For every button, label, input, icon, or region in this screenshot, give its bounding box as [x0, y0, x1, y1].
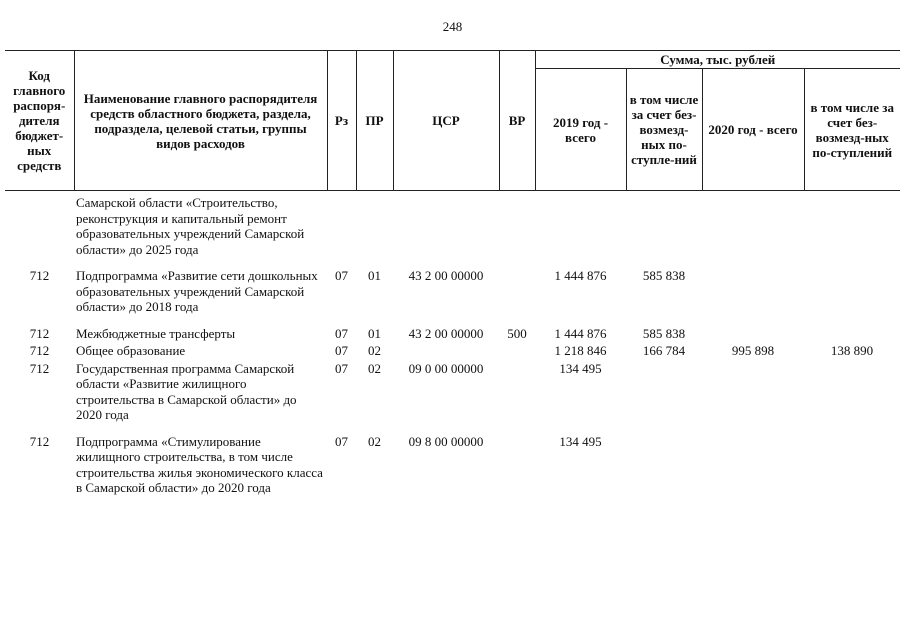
cell-2019-total: 1 444 876	[554, 268, 607, 283]
cell-csr: 43 2 00 00000	[408, 325, 484, 341]
cell-csr	[393, 191, 499, 259]
header-2020-total: 2020 год - всего	[702, 69, 804, 191]
table-row	[5, 342, 900, 360]
cell-vr	[499, 424, 535, 497]
cell-2019-free	[626, 424, 702, 497]
header-rz: Рз	[327, 51, 356, 191]
header-2019-total: 2019 год - всего	[535, 69, 626, 191]
cell-rz: 07	[335, 325, 348, 341]
cell-2019-free: 585 838	[642, 268, 686, 283]
cell-2020-free	[804, 360, 900, 424]
table-row	[5, 316, 900, 343]
page-number: 248	[442, 19, 463, 34]
header-vr: ВР	[499, 51, 535, 191]
cell-name: Межбюджетные трансферты	[76, 325, 236, 341]
cell-name: Общее образование	[76, 343, 186, 358]
header-2020-free: в том числе за счет без-возмезд-ных по-ступлений	[804, 69, 900, 191]
cell-rz	[327, 191, 356, 259]
cell-2019-free: 166 784	[642, 343, 686, 358]
cell-2019-total: 134 495	[559, 433, 602, 449]
table-row	[5, 424, 900, 497]
cell-vr: 500	[507, 325, 527, 341]
header-pr: ПР	[356, 51, 393, 191]
cell-csr: 43 2 00 00000	[408, 268, 484, 283]
cell-pr: 01	[368, 268, 381, 283]
cell-vr	[499, 191, 535, 259]
cell-csr: 09 0 00 00000	[408, 360, 484, 376]
cell-2019-total: 1 444 876	[554, 325, 607, 341]
cell-2020-total	[702, 258, 804, 316]
table-row	[5, 360, 900, 424]
cell-vr	[499, 342, 535, 360]
cell-vr	[499, 258, 535, 316]
cell-name: Самарской области «Строительство, реконструкция и капитальный ремонт образовательных учреждений Самарской области» до 2025 года	[76, 195, 305, 257]
cell-rz: 07	[335, 343, 348, 358]
cell-name: Подпрограмма «Стимулирование жилищного строительства, в том числе строительства жилья экономического класса в Самарской области» до 2020 года	[76, 433, 323, 495]
cell-2020-total	[702, 360, 804, 424]
cell-code: 712	[29, 433, 50, 449]
cell-code	[5, 191, 74, 259]
cell-pr: 02	[368, 343, 381, 358]
cell-code: 712	[29, 268, 50, 283]
header-name: Наименование главного распорядителя средств областного бюджета, раздела, подраздела, целевой статьи, группы видов расходов	[74, 51, 327, 191]
cell-2019-free	[626, 360, 702, 424]
cell-2020-free	[804, 316, 900, 343]
cell-2020-total	[702, 191, 804, 259]
cell-2020-free	[804, 424, 900, 497]
cell-code: 712	[29, 343, 50, 358]
table-row	[5, 258, 900, 316]
cell-code: 712	[29, 325, 50, 341]
cell-2020-free	[804, 191, 900, 259]
cell-2020-total	[702, 424, 804, 497]
cell-2020-total	[702, 316, 804, 343]
table-row	[5, 191, 900, 259]
header-csr: ЦСР	[393, 51, 499, 191]
cell-name: Государственная программа Самарской области «Развитие жилищного строительства в Самарской области» до 2020 года	[76, 360, 297, 422]
cell-rz: 07	[335, 360, 348, 376]
cell-2019-free: 585 838	[642, 325, 686, 341]
cell-2019-total: 1 218 846	[554, 343, 607, 358]
cell-csr: 09 8 00 00000	[408, 433, 484, 449]
cell-code: 712	[29, 360, 50, 376]
cell-2020-total: 995 898	[731, 343, 775, 358]
cell-vr	[499, 360, 535, 424]
cell-2019-free	[626, 191, 702, 259]
cell-pr: 02	[368, 360, 381, 376]
cell-csr	[393, 342, 499, 360]
header-code: Код главного распоря-дителя бюджет-ных средств	[5, 51, 74, 191]
cell-name: Подпрограмма «Развитие сети дошкольных образовательных учреждений Самарской области» до 2018 года	[76, 268, 318, 314]
header-2019-free: в том числе за счет без-возмезд-ных по-ступле-ний	[626, 69, 702, 191]
cell-2019-total	[535, 191, 626, 259]
cell-2019-total: 134 495	[559, 360, 602, 376]
cell-rz: 07	[335, 268, 348, 283]
cell-2020-free	[804, 258, 900, 316]
budget-table	[5, 50, 900, 497]
cell-pr: 02	[368, 433, 381, 449]
cell-2020-free: 138 890	[830, 343, 874, 358]
header-sum-group: Сумма, тыс. рублей	[535, 51, 900, 69]
cell-pr	[356, 191, 393, 259]
cell-rz: 07	[335, 433, 348, 449]
cell-pr: 01	[368, 325, 381, 341]
